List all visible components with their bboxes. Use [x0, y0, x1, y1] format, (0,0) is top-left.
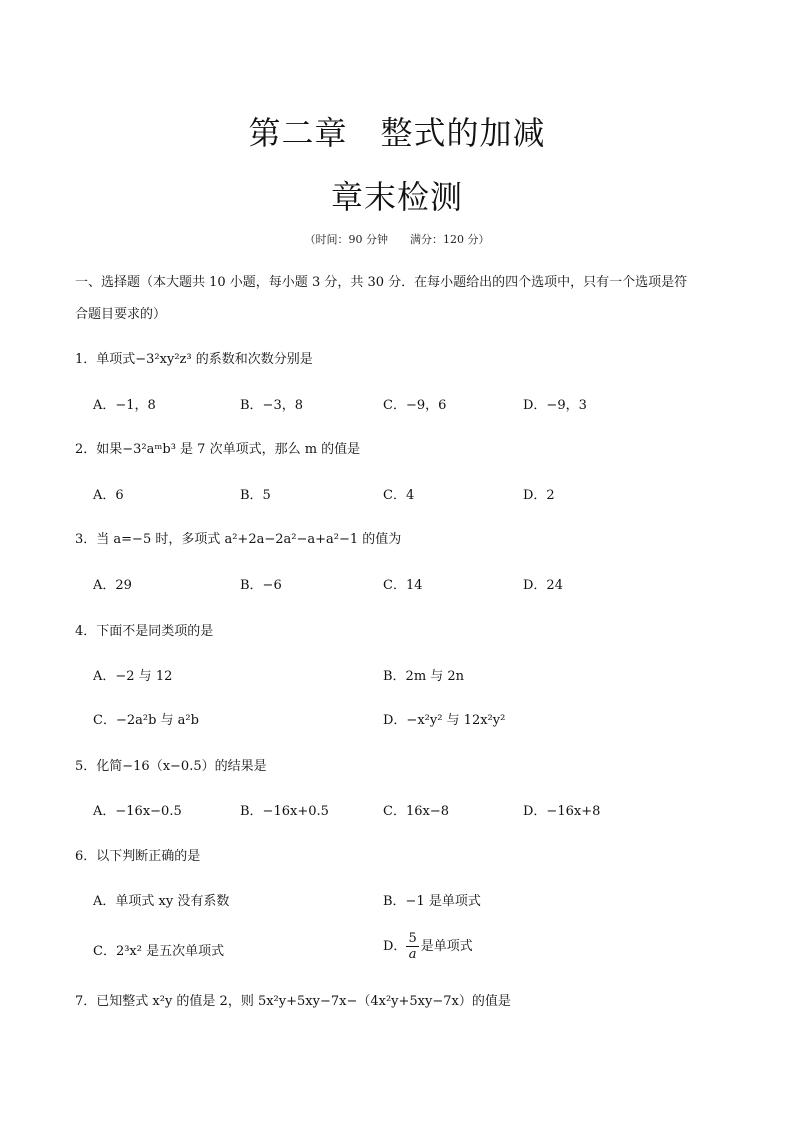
question-6-stem: 6．以下判断正确的是: [75, 849, 201, 864]
test-title: 章末检测: [330, 178, 463, 216]
question-1-option-b: B．−3，8: [240, 398, 303, 413]
time-and-score: （时间：90 分钟 满分：120 分）: [304, 233, 490, 246]
section-heading-line2: 合题目要求的）: [75, 307, 167, 322]
fraction: [406, 931, 418, 962]
question-3-option-a: A．29: [93, 578, 132, 593]
option-d-text: 是单项式: [420, 939, 473, 954]
question-4-stem: 4．下面不是同类项的是: [75, 624, 214, 639]
question-1-option-a: A．−1，8: [93, 398, 156, 413]
question-3-option-d: D．24: [523, 578, 563, 593]
question-6-option-d: [383, 931, 473, 962]
question-4-option-a: A．−2 与 12: [93, 669, 173, 684]
question-2-option-c: C．4: [383, 488, 415, 503]
chapter-title: 第二章 整式的加减: [248, 114, 546, 152]
question-3-stem: 3．当 a=−5 时，多项式 a²+2a−2a²−a+a²−1 的值为: [75, 532, 402, 547]
question-6-option-b: B．−1 是单项式: [383, 894, 481, 909]
question-5-option-c: C．16x−8: [383, 804, 449, 819]
question-7-stem: 7．已知整式 x²y 的值是 2，则 5x²y+5xy−7x−（4x²y+5xy−7x）的值是: [75, 994, 511, 1009]
question-2-stem: 2．如果−3²aᵐb³ 是 7 次单项式，那么 m 的值是: [75, 442, 361, 457]
question-1-stem: 1．单项式−3²xy²z³ 的系数和次数分别是: [75, 352, 313, 367]
question-5-stem: 5．化简−16（x−0.5）的结果是: [75, 759, 267, 774]
question-3-option-b: B．−6: [240, 578, 282, 593]
question-1-option-d: D．−9，3: [523, 398, 587, 413]
question-5-option-b: B．−16x+0.5: [240, 804, 329, 819]
question-2-option-d: D．2: [523, 488, 555, 503]
question-6-option-a: A．单项式 xy 没有系数: [93, 894, 230, 909]
question-2-option-b: B．5: [240, 488, 271, 503]
question-1-option-c: C．−9，6: [383, 398, 447, 413]
fraction-numerator: 5: [408, 931, 417, 946]
section-heading-line1: 一、选择题（本大题共 10 小题，每小题 3 分，共 30 分．在每小题给出的四个选项中，只有一个选项是符: [75, 275, 688, 290]
question-4-option-d: D．−x²y² 与 12x²y²: [383, 713, 506, 728]
option-d-letter: D．: [383, 939, 407, 954]
fraction-denominator: a: [408, 947, 417, 962]
question-6-option-c: C．2³x² 是五次单项式: [93, 944, 225, 959]
question-5-option-d: D．−16x+8: [523, 804, 601, 819]
question-5-option-a: A．−16x−0.5: [93, 804, 182, 819]
question-2-option-a: A．6: [93, 488, 124, 503]
question-4-option-b: B．2m 与 2n: [383, 669, 465, 684]
question-4-option-c: C．−2a²b 与 a²b: [93, 713, 199, 728]
question-3-option-c: C．14: [383, 578, 423, 593]
